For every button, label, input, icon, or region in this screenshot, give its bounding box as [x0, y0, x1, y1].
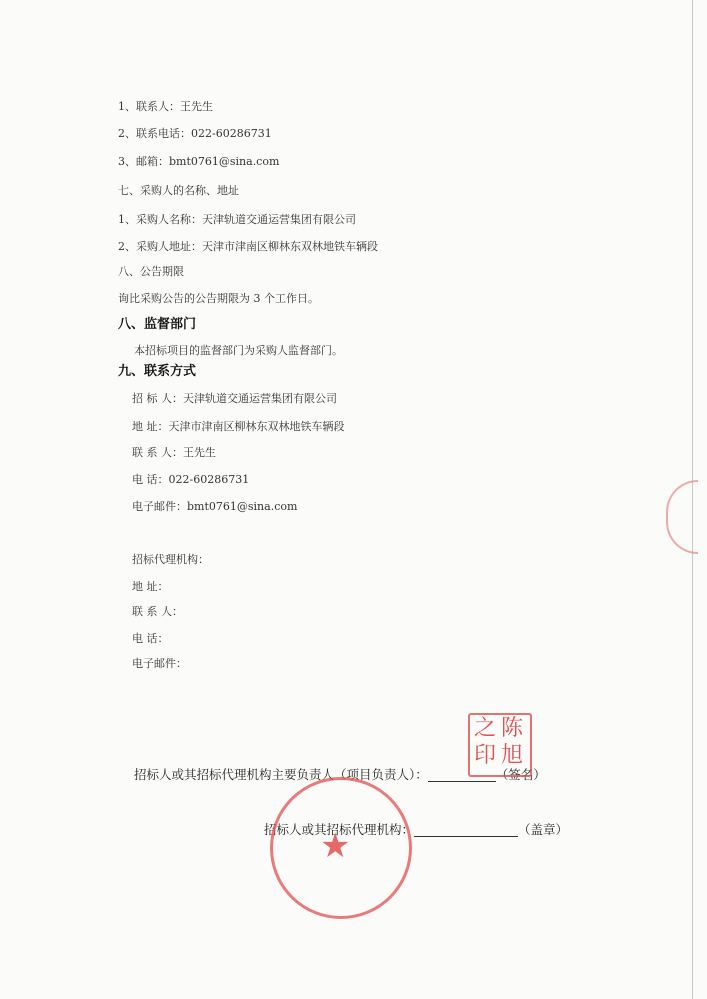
agency-address-label: 地 址： [132, 580, 169, 593]
signature-line-2-label: 招标人或其招标代理机构： [264, 822, 415, 837]
agency-email-label: 电子邮件： [132, 657, 187, 670]
seal-star-icon: ★ [320, 826, 351, 866]
partial-seal-edge [666, 480, 698, 554]
announce-text: 询比采购公告的公告期限为 3 个工作日。 [118, 292, 319, 305]
seal-char-zhi: 之 [474, 716, 497, 741]
agency-contact-label: 联 系 人： [132, 605, 183, 618]
signature-line-1-suffix: （签名） [495, 767, 546, 782]
bidder-name-value: 天津轨道交通运营集团有限公司 [183, 392, 337, 405]
contact-item-1: 1、联系人：王先生 [118, 100, 213, 113]
contact-item-3: 3、邮箱：bmt0761@sina.com [118, 155, 280, 168]
bidder-contact-label: 联 系 人： [132, 446, 183, 459]
bidder-contact-value: 王先生 [183, 446, 216, 459]
contact-item-2: 2、联系电话：022-60286731 [118, 127, 272, 140]
bidder-name-row [132, 392, 337, 406]
bidder-email-row [132, 500, 297, 514]
bidder-contact-row [132, 446, 216, 460]
bidder-email-value: bmt0761@sina.com [187, 500, 298, 513]
section-seven-title: 七、采购人的名称、地址 [118, 184, 239, 197]
agency-phone-label: 电 话： [132, 632, 169, 645]
signature-blank-2 [414, 822, 518, 837]
seal-char-yin: 印 [474, 743, 497, 768]
bidder-address-value: 天津市津南区柳林东双林地铁车辆段 [168, 420, 345, 433]
seal-char-chen: 陈 [501, 716, 524, 741]
section-supervision-title: 八、监督部门 [118, 317, 197, 332]
purchaser-name: 1、采购人名称：天津轨道交通运营集团有限公司 [118, 213, 356, 226]
seal-char-xu: 旭 [501, 743, 524, 768]
bidder-phone-label: 电 话： [132, 473, 169, 486]
bidder-address-row [132, 420, 345, 434]
signature-line-2-suffix: （盖章） [518, 822, 569, 837]
agency-title: 招标代理机构： [132, 553, 209, 566]
supervision-text: 本招标项目的监督部门为采购人监督部门。 [134, 344, 343, 357]
signature-line-1-label: 招标人或其招标代理机构主要负责人（项目负责人）： [134, 767, 428, 782]
bidder-address-label: 地 址： [132, 420, 169, 433]
purchaser-address: 2、采购人地址：天津市津南区柳林东双林地铁车辆段 [118, 240, 378, 253]
bidder-phone-value: 022-60286731 [168, 473, 250, 486]
bidder-email-label: 电子邮件： [132, 500, 187, 513]
bidder-phone-row [132, 473, 249, 487]
section-contact-title: 九、联系方式 [118, 364, 197, 379]
bidder-name-label: 招 标 人： [132, 392, 183, 405]
section-announce-title: 八、公告期限 [118, 265, 184, 278]
